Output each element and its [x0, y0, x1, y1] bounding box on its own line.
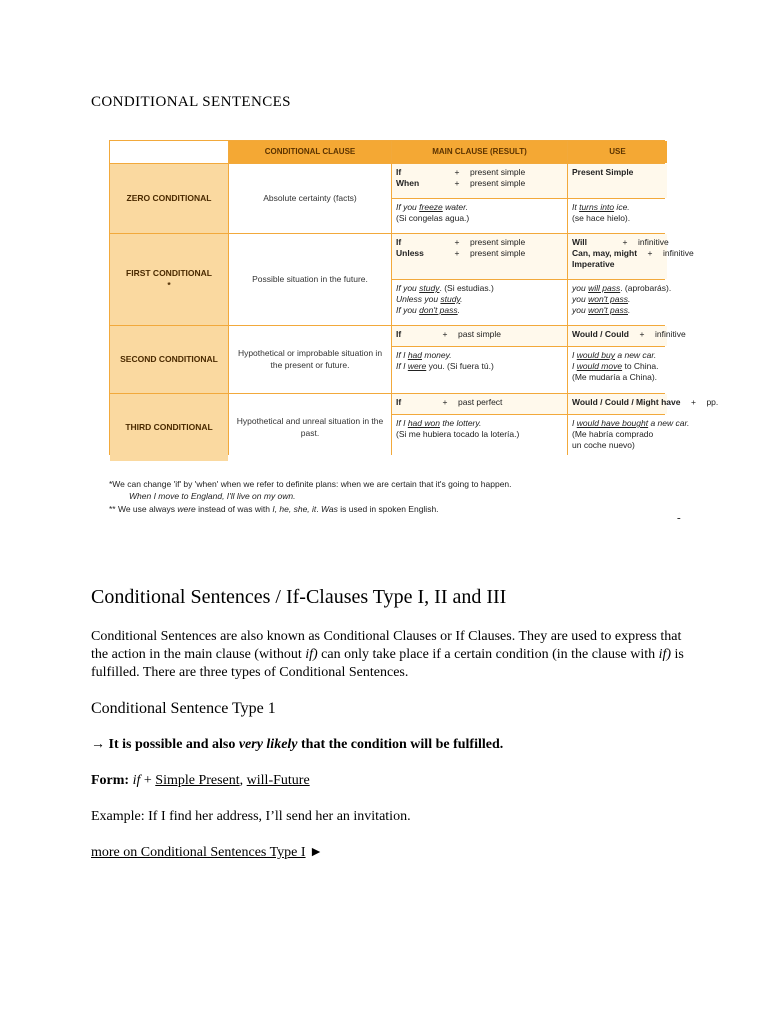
- zero-example-main: It turns into ice. (se hace hielo).: [568, 199, 667, 233]
- type1-subheading: Conditional Sentence Type 1: [91, 700, 276, 717]
- form-line: Form: if + Simple Present, will-Future: [91, 773, 310, 788]
- zero-form-cond: If + present simple When + present simple: [392, 164, 567, 198]
- zero-form-main: Present Simple: [568, 164, 667, 198]
- row-label-first: FIRST CONDITIONAL *: [110, 234, 228, 325]
- table-footnotes: [109, 478, 669, 515]
- third-form-cond: If + past perfect: [392, 394, 567, 414]
- likely-statement: → It is possible and also very likely that the condition will be fulfilled.: [91, 737, 504, 752]
- header-conditional-clause: CONDITIONAL CLAUSE: [229, 141, 391, 163]
- second-use: Hypothetical or improbable situation in the present or future.: [229, 326, 391, 393]
- stray-dash: -: [677, 512, 681, 524]
- simple-present-link[interactable]: Simple Present: [155, 773, 240, 788]
- example-line: Example: If I find her address, I’ll send her an invitation.: [91, 809, 411, 824]
- zero-example-cond: If you freeze water. (Si congelas agua.): [392, 199, 567, 233]
- first-form-main: Will + infinitive Can, may, might + infinitive Imperative: [568, 234, 667, 279]
- third-form-main: Would / Could / Might have + pp.: [568, 394, 667, 414]
- third-example-main: I would have bought a new car. (Me habría comprado un coche nuevo): [568, 415, 667, 461]
- zero-use: Absolute certainty (facts): [229, 164, 391, 233]
- more-type1-link[interactable]: more on Conditional Sentences Type I: [91, 845, 306, 860]
- table-corner: [110, 141, 228, 163]
- first-example-main: you will pass. (aprobarás). you won't pass. you won't pass.: [568, 280, 667, 325]
- second-form-main: Would / Could + infinitive: [568, 326, 667, 346]
- conditional-table: [109, 140, 719, 455]
- footnote-1: *We can change 'if' by 'when' when we refer to definite plans: when we are certain that it's going to happen.: [109, 479, 512, 489]
- second-example-cond: If I had money. If I were you. (Si fuera tú.): [392, 347, 567, 393]
- more-line: [91, 844, 691, 862]
- first-use: Possible situation in the future.: [229, 234, 391, 325]
- article: [91, 588, 691, 880]
- header-main-clause: MAIN CLAUSE (RESULT): [392, 141, 567, 163]
- footnote-1-example: When I move to England, I'll live on my own.: [129, 491, 296, 502]
- will-future-link[interactable]: will-Future: [246, 773, 310, 788]
- row-label-third: THIRD CONDITIONAL: [110, 394, 228, 461]
- row-label-second: SECOND CONDITIONAL: [110, 326, 228, 393]
- second-example-main: I would buy a new car. I would move to China. (Me mudaría a China).: [568, 347, 667, 393]
- footnote-2: ** We use always were instead of was with I, he, she, it. Was is used in spoken English.: [109, 503, 439, 514]
- article-heading: Conditional Sentences / If-Clauses Type I, II and III: [91, 586, 507, 608]
- row-label-zero: ZERO CONDITIONAL: [110, 164, 228, 233]
- first-example-cond: If you study. (Si estudias.) Unless you study. If you don't pass.: [392, 280, 567, 325]
- second-form-cond: If + past simple: [392, 326, 567, 346]
- header-use: USE: [568, 141, 667, 163]
- page-title: CONDITIONAL SENTENCES: [91, 94, 291, 110]
- third-use: Hypothetical and unreal situation in the past.: [229, 394, 391, 461]
- intro-paragraph: Conditional Sentences are also known as Conditional Clauses or If Clauses. They are used to express that the action in the main clause (without if) can only take place if a certain condition (in the clause with if) is fulfilled. There are three types of Conditional Sentences.: [91, 629, 684, 680]
- first-form-cond: If + present simple Unless + present simple: [392, 234, 567, 279]
- play-arrow-icon: ►: [309, 845, 323, 860]
- third-example-cond: If I had won the lottery. (Si me hubiera tocado la lotería.): [392, 415, 567, 461]
